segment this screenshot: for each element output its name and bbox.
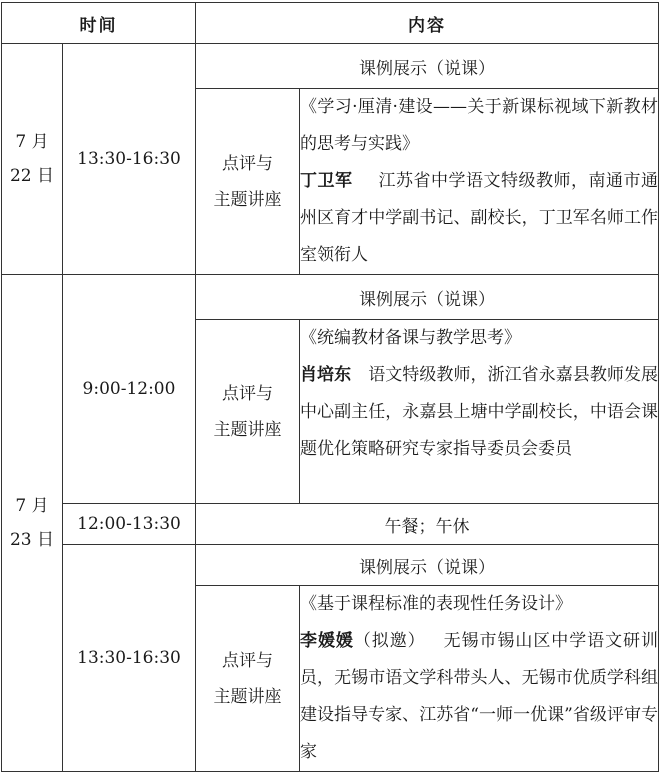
type-line2: 主题讲座 — [213, 686, 282, 707]
lecture-title: 《基于课程标准的表现性任务设计》 — [300, 594, 572, 614]
speaker-bio: 无锡市锡山区中学语文研训员，无锡市语文学科带头人、无锡市优质学科组建设指导专家、江苏省“一师一优课”省级评审专家 — [300, 631, 659, 762]
day1-showcase-row — [2, 44, 659, 89]
speaker-name: 肖培东 — [300, 365, 352, 385]
header-time: 时间 — [2, 3, 196, 44]
type-line2: 主题讲座 — [213, 189, 282, 210]
day2-session3-lecture — [300, 586, 659, 772]
day1-date-month: 7 月 — [15, 132, 49, 152]
header-content: 内容 — [196, 3, 659, 44]
day2-session3-showcase: 课例展示（说课） — [196, 545, 659, 586]
day2-break-time: 12:00-13:30 — [63, 504, 196, 545]
speaker-note: （拟邀） — [353, 631, 426, 651]
day1-session1-type — [196, 89, 300, 275]
speaker-bio: 语文特级教师，浙江省永嘉县教师发展中心副主任，永嘉县上塘中学副校长，中语会课题优化策略研究专家指导委员会委员 — [300, 365, 659, 459]
day1-date — [2, 44, 63, 275]
day2-session1-type — [196, 320, 300, 504]
day2-date — [2, 275, 63, 772]
type-line2: 主题讲座 — [213, 419, 282, 440]
day2-session3-time: 13:30-16:30 — [63, 545, 196, 772]
speaker-name: 丁卫军 — [300, 171, 353, 191]
day2-date-day: 23 日 — [9, 530, 55, 550]
day2-showcase2-row — [2, 545, 659, 586]
schedule-table — [1, 2, 659, 772]
type-line1: 点评与 — [222, 153, 273, 174]
day2-break-row — [2, 504, 659, 545]
day2-session3-type — [196, 586, 300, 772]
day1-date-day: 22 日 — [9, 166, 55, 186]
day1-session1-lecture — [300, 89, 659, 275]
lecture-title: 《统编教材备课与教学思考》 — [300, 328, 521, 348]
day2-session1-time: 9:00-12:00 — [63, 275, 196, 504]
day2-date-month: 7 月 — [15, 496, 49, 516]
day1-session1-showcase: 课例展示（说课） — [196, 44, 659, 89]
day2-session1-lecture — [300, 320, 659, 504]
day2-break-label: 午餐；午休 — [196, 504, 659, 545]
speaker-bio: 江苏省中学语文特级教师，南通市通州区育才中学副书记、副校长，丁卫军名师工作室领衔人 — [300, 171, 658, 265]
lecture-title: 《学习·厘清·建设——关于新课标视域下新教材的思考与实践》 — [300, 97, 658, 154]
type-line1: 点评与 — [222, 650, 273, 671]
type-line1: 点评与 — [222, 383, 273, 404]
header-row — [2, 3, 659, 44]
speaker-name: 李媛媛 — [300, 631, 354, 651]
day2-showcase-row — [2, 275, 659, 320]
day2-session1-showcase: 课例展示（说课） — [196, 275, 659, 320]
day1-session1-time: 13:30-16:30 — [63, 44, 196, 275]
